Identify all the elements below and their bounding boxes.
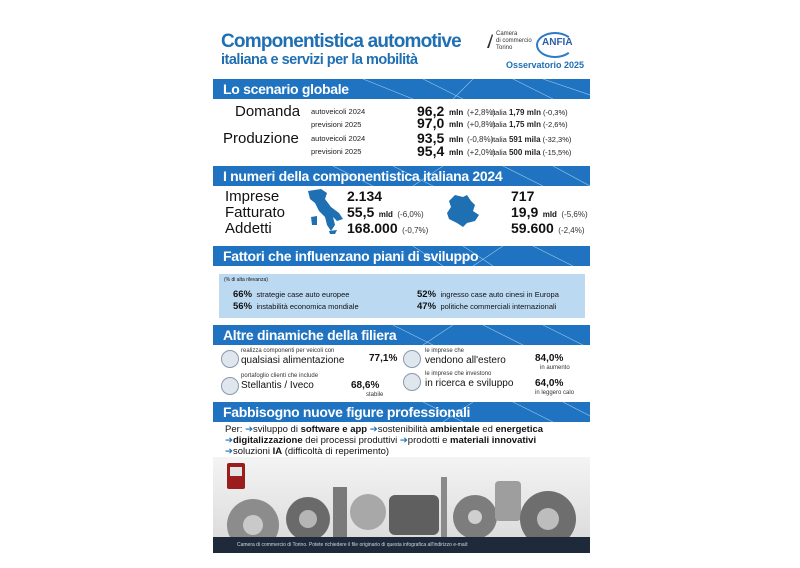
arrow-right-icon: ➔ bbox=[225, 446, 233, 457]
factor-item bbox=[233, 296, 359, 314]
dyn-big: vendono all'estero bbox=[425, 355, 506, 366]
gear-icon bbox=[221, 350, 239, 368]
delta: (-2,4%) bbox=[558, 226, 585, 235]
value: 59.600 bbox=[511, 220, 554, 236]
dyn-pct: 64,0% bbox=[535, 378, 564, 389]
need-bold: IA bbox=[272, 446, 283, 457]
section-band-scenario bbox=[213, 79, 590, 99]
section-title-numbers: I numeri della componentistica italiana 2024 bbox=[223, 168, 503, 184]
italy-value: 591 mila bbox=[508, 135, 541, 144]
row-italy bbox=[491, 135, 571, 144]
section-band-numbers bbox=[213, 166, 590, 186]
chamber-of-commerce-logo bbox=[496, 31, 532, 52]
link-icon bbox=[221, 377, 239, 395]
row-italy bbox=[491, 148, 571, 157]
infographic bbox=[213, 25, 590, 553]
need-pre: prodotti e bbox=[407, 435, 451, 446]
dyn-small: portafoglio clienti che include bbox=[241, 373, 319, 379]
need-post: (difficoltà di reperimento) bbox=[282, 446, 390, 457]
need-pre: sviluppo di bbox=[253, 424, 301, 435]
factor-pct: 66% bbox=[233, 289, 253, 300]
factor-pct: 52% bbox=[417, 289, 437, 300]
title-line-2: italiana e servizi per la mobilità bbox=[221, 52, 418, 68]
row-value: 95,4 bbox=[417, 143, 445, 159]
dyn-big: in ricerca e sviluppo bbox=[425, 378, 514, 389]
row-italy bbox=[491, 108, 568, 117]
dyn-small: realizza componenti per veicoli con bbox=[241, 348, 335, 354]
factor-item bbox=[417, 296, 556, 314]
dyn-small: le imprese che investono bbox=[425, 371, 492, 377]
italy-value: 1,79 mln bbox=[508, 108, 541, 117]
dyn-pct: 84,0% bbox=[535, 353, 564, 364]
numbers-label: Fatturato bbox=[225, 204, 286, 221]
factor-text: strategie case auto europee bbox=[256, 290, 350, 299]
label-domanda: Domanda bbox=[235, 103, 301, 120]
row-sub: autoveicoli 2024 bbox=[311, 134, 366, 143]
needs-line-1 bbox=[225, 424, 543, 435]
italy-map-icon bbox=[305, 187, 345, 235]
row-sub: autoveicoli 2024 bbox=[311, 107, 366, 116]
row-delta: (+2,0%) bbox=[467, 148, 496, 157]
factor-text: politiche commerciali internazionali bbox=[440, 302, 557, 311]
logos bbox=[488, 31, 584, 61]
section-band-dynamics bbox=[213, 325, 590, 345]
delta: (-5,6%) bbox=[561, 210, 588, 219]
chamber-of-commerce-logo-icon bbox=[486, 33, 494, 49]
factor-pct: 47% bbox=[417, 301, 437, 312]
dyn-big: Stellantis / Iveco bbox=[241, 380, 314, 391]
value: 168.000 bbox=[347, 220, 398, 236]
value: 55,5 bbox=[347, 204, 375, 220]
section-band-needs bbox=[213, 402, 590, 422]
row-unit: mln bbox=[449, 120, 464, 129]
row-value: 93,5 bbox=[417, 130, 445, 146]
italy-prefix: Italia bbox=[491, 148, 507, 157]
observatory-label: Osservatorio 2025 bbox=[505, 60, 584, 70]
italy-value: 500 mila bbox=[508, 148, 541, 157]
arrow-right-icon: ➔ bbox=[245, 424, 254, 435]
factors-box bbox=[219, 274, 585, 318]
dyn-trend: in aumento bbox=[540, 365, 570, 371]
need-bold: software e app bbox=[300, 424, 368, 435]
row-value: 97,0 bbox=[417, 115, 445, 131]
italy-prefix: Italia bbox=[491, 108, 507, 117]
italy-prefix: Italia bbox=[491, 120, 507, 129]
section-title-scenario: Lo scenario globale bbox=[223, 81, 349, 97]
row-delta: (+2,8%) bbox=[467, 108, 496, 117]
row-sub: previsioni 2025 bbox=[311, 120, 362, 129]
label-produzione: Produzione bbox=[223, 130, 299, 147]
need-bold: digitalizzazione bbox=[232, 435, 303, 446]
factor-pct: 56% bbox=[233, 301, 253, 312]
numbers-label: Imprese bbox=[225, 188, 280, 205]
need-post: ed bbox=[479, 424, 496, 435]
research-icon bbox=[403, 373, 421, 391]
row-italy bbox=[491, 120, 568, 129]
row-delta: (+0,8%) bbox=[467, 120, 496, 129]
factors-note: (% di alta rilevanza) bbox=[224, 277, 268, 283]
delta: (-6,0%) bbox=[397, 210, 424, 219]
needs-line-3 bbox=[225, 446, 389, 457]
title-line-1: Componentistica automotive bbox=[221, 31, 461, 52]
piedmont-map-icon bbox=[445, 193, 481, 229]
footer bbox=[213, 537, 590, 553]
row-delta: (-0,8%) bbox=[467, 135, 494, 144]
need-bold: ambientale bbox=[430, 424, 480, 435]
arrow-right-icon: ➔ bbox=[225, 435, 233, 446]
piedmont-addetti bbox=[511, 220, 585, 238]
row-unit: mln bbox=[449, 135, 464, 144]
row-sub: previsioni 2025 bbox=[311, 147, 362, 156]
globe-icon bbox=[403, 350, 421, 368]
delta: (-0,7%) bbox=[402, 226, 429, 235]
factor-text: ingresso case auto cinesi in Europa bbox=[440, 290, 559, 299]
italy-prefix: Italia bbox=[491, 135, 507, 144]
logo-cc-text-2: di commercio bbox=[496, 38, 532, 44]
need-post: dei processi produttivi bbox=[302, 435, 398, 446]
unit: mld bbox=[378, 210, 393, 219]
dyn-pct: 77,1% bbox=[369, 353, 398, 364]
need-bold: energetica bbox=[495, 424, 544, 435]
italy-delta: (-15,5%) bbox=[542, 148, 572, 157]
need-pre: sostenibilità bbox=[377, 424, 430, 435]
italy-value: 1,75 mln bbox=[508, 120, 541, 129]
arrow-right-icon: ➔ bbox=[369, 424, 378, 435]
need-bold: materiali innovativi bbox=[450, 435, 537, 446]
unit: mld bbox=[542, 210, 557, 219]
section-title-dynamics: Altre dinamiche della filiera bbox=[223, 327, 397, 343]
need-pre: soluzioni bbox=[232, 446, 273, 457]
italy-addetti bbox=[347, 220, 428, 238]
needs-line-2 bbox=[225, 435, 536, 446]
section-title-needs: Fabbisogno nuove figure professionali bbox=[223, 404, 471, 420]
logo-cc-text-1: Camera bbox=[496, 31, 518, 37]
arrow-right-icon: ➔ bbox=[399, 435, 408, 446]
section-title-factors: Fattori che influenzano piani di sviluppo bbox=[223, 248, 479, 264]
section-band-factors bbox=[213, 246, 590, 266]
needs-intro: Per: bbox=[225, 424, 243, 435]
dyn-pct: 68,6% bbox=[351, 380, 380, 391]
dyn-trend: in leggero calo bbox=[535, 390, 575, 396]
row-value: 96,2 bbox=[417, 103, 445, 119]
footer-text: Camera di commercio di Torino. Potete richiedere il file originario di questa infografica all'indirizzo e-mail: bbox=[237, 542, 469, 548]
italy-delta: (-0,3%) bbox=[543, 108, 568, 117]
dyn-trend: stabile bbox=[366, 392, 384, 398]
italy-delta: (-32,3%) bbox=[542, 135, 572, 144]
row-unit: mln bbox=[449, 148, 464, 157]
value: 19,9 bbox=[511, 204, 539, 220]
piedmont-imprese: 717 bbox=[511, 188, 535, 204]
italy-imprese: 2.134 bbox=[347, 188, 383, 204]
logo-cc-text-3: Torino bbox=[496, 45, 513, 51]
dyn-big: qualsiasi alimentazione bbox=[241, 355, 345, 366]
factor-text: instabilità economica mondiale bbox=[256, 302, 359, 311]
italy-delta: (-2,6%) bbox=[543, 120, 568, 129]
anfia-logo: ANFIA bbox=[542, 37, 573, 48]
dyn-small: le imprese che bbox=[425, 348, 465, 354]
numbers-label: Addetti bbox=[225, 220, 272, 237]
row-unit: mln bbox=[449, 108, 464, 117]
